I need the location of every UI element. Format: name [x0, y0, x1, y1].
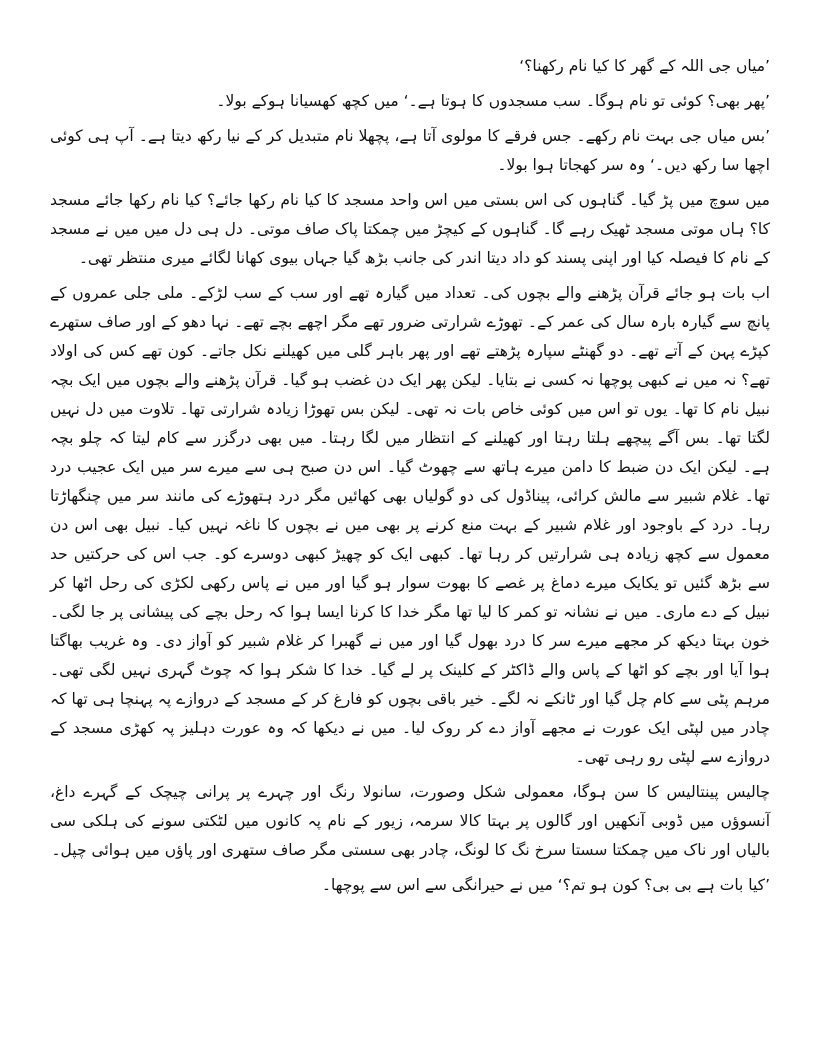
paragraph-caretaker-reply: ’بس میاں جی بہت نام رکھے۔ جس فرقے کا مولوی آتا ہے، پچھلا نام متبدیل کر کے نیا رکھ دیتا ہے۔ آپ ہی کوئی اچھا سا رکھ دیں۔‘ وہ سر کھجاتا ہوا بولا۔ — [50, 127, 770, 174]
paragraph-narrator-reply: ’پھر بھی؟ کوئی تو نام ہوگا۔ سب مسجدوں کا ہوتا ہے۔‘ میں کچھ کھسیانا ہوکے بولا۔ — [216, 92, 770, 110]
paragraph-woman-description: چالیس پینتالیس کا سن ہوگا، معمولی شکل وصورت، سانولا رنگ اور چہرے پر پرانی چیچک کے گہرے داغ، آنسوؤں میں ڈوبی آنکھیں اور گالوں پر بہتا کالا سرمہ، زیور کے نام پہ کانوں میں لٹکتی سونے کی ہلکی سی بالیاں اور ناک میں چمکتا سستا سرخ نگ کا لونگ، چادر بھی سستی مگر صاف ستھری اور پاؤں میں ہوائی چپل۔ — [50, 783, 770, 859]
paragraph-children-incident: اب بات ہو جائے قرآن پڑھنے والے بچوں کی۔ تعداد میں گیارہ تھے اور سب کے سب لڑکے۔ ملی جلی عمروں کے پانچ سے گیارہ بارہ سال کی عمر کے۔ تھوڑے شرارتی ضرور تھے مگر اچھے بچے تھے۔ نہا دھو کے اور صاف ستھرے کپڑے پہن کے آتے تھے۔ دو گھنٹے سپارہ پڑھتے تھے اور پھر باہر گلی میں کھیلنے نکل جاتے۔ کون تھے کس کی اولاد تھے؟ نہ میں نے کبھی پوچھا نہ کسی نے بتایا۔ لیکن پھر ایک دن غضب ہو گیا۔ قرآن پڑھنے والے بچوں میں ایک بچہ نبیل نام کا تھا۔ یوں تو اس میں کوئی خاص بات نہ تھی۔ لیکن بس تھوڑا زیادہ شرارتی تھا۔ تلاوت میں دل نہیں لگتا تھا۔ بس آگے پیچھے ہلتا رہتا اور کھیلنے کے انتظار میں لگا رہتا۔ میں بھی درگزر سے کام لیتا کہ چلو بچہ ہے۔ لیکن ایک دن ضبط کا دامن میرے ہاتھ سے چھوٹ گیا۔ اس دن صبح ہی سے میرے سر میں ایک عجیب درد تھا۔ غلام شبیر سے مالش کرائی، پیناڈول کی دو گولیاں بھی کھائیں مگر درد ہتھوڑے کی مانند سر میں چنگھاڑتا رہا۔ درد کے باوجود اور غلام شبیر کے بہت منع کرنے پر بھی میں نے بچوں کا ناغہ نہیں کیا۔ نبیل بھی اس دن معمول سے کچھ زیادہ ہی شرارتیں کر رہا تھا۔ کبھی ایک کو چھیڑ کبھی دوسرے کو۔ جب اس کی حرکتیں حد سے بڑھ گئیں تو یکایک میرے دماغ پر غصے کا بھوت سوار ہو گیا اور میں نے پاس رکھی لکڑی کی رحل اٹھا کر نبیل کے دے ماری۔ میں نے نشانہ تو کمر کا لیا تھا مگر خدا کا کرنا ایسا ہوا کہ رحل بچے کی پیشانی پر جا لگی۔ خون بہتا دیکھ کر مجھے میرے سر کا درد بھول گیا اور میں نے گھبرا کر غلام شبیر کو آواز دی۔ وہ غریب بھاگتا ہوا آیا اور بچے کو اٹھا کے پاس والے ڈاکٹر کے کلینک پر لے گیا۔ خدا کا شکر ہوا کہ چوٹ گہری نہیں لگی تھی۔ مرہم پٹی سے کام چل گیا اور ٹانکے نہ لگے۔ خیر باقی بچوں کو فارغ کر کے مسجد کے دروازے پہ پہنچا ہی تھا کہ چادر میں لپٹی ایک عورت نے مجھے آواز دے کر روک لیا۔ میں نے دیکھا کہ وہ عورت دہلیز پہ کھڑی مسجد کے دروازے سے لپٹی رو رہی تھی۔ — [50, 284, 770, 766]
paragraph-question-to-woman: ’کیا بات ہے بی بی؟ کون ہو تم؟‘ میں نے حیرانگی سے اس سے پوچھا۔ — [321, 876, 770, 894]
document-page — [50, 52, 770, 900]
paragraph-question-mosque-name: ’میاں جی اللہ کے گھر کا کیا نام رکھنا؟‘ — [519, 57, 770, 75]
paragraph-moti-masjid: میں سوچ میں پڑ گیا۔ گناہوں کی اس بستی میں اس واحد مسجد کا کیا نام رکھا جائے؟ کیا نام رکھا جائے مسجد کا؟ ہاں موتی مسجد ٹھیک رہے گا۔ گناہوں کے کیچڑ میں چمکتا پاک صاف موتی۔ دل ہی دل میں میں نے مسجد کے نام کا فیصلہ کیا اور اپنی پسند کو داد دیتا اندر کی جانب بڑھ گیا جہاں بیوی کھانا لگائے میری منتظر تھی۔ — [50, 191, 770, 267]
